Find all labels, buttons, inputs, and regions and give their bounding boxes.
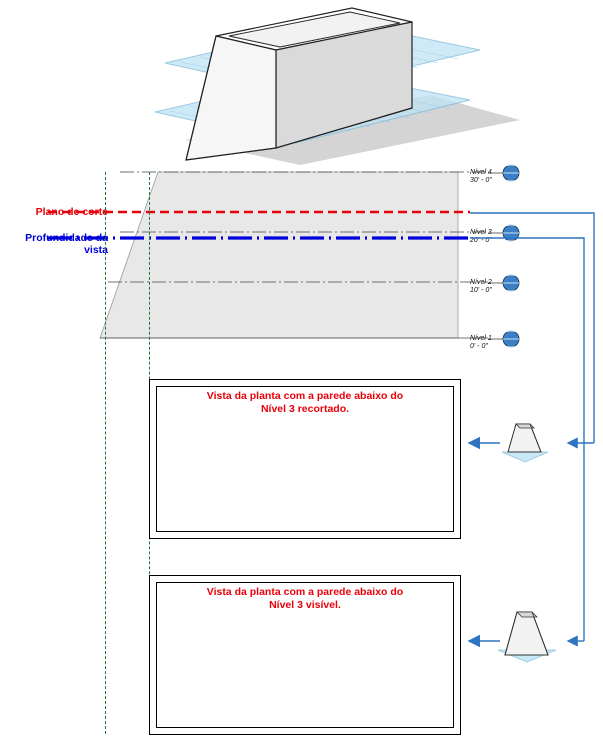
level-elevation-4: 30' - 0" bbox=[470, 177, 492, 184]
level-name-3: Nível 3 bbox=[470, 229, 492, 236]
thumbnail-wall-full bbox=[498, 612, 556, 662]
plan-view-cut-caption-line1: Vista da planta com a parede abaixo do bbox=[206, 390, 404, 402]
view-depth-label-line2: vista bbox=[84, 244, 108, 256]
level-elevation-3: 20' - 0" bbox=[470, 237, 492, 244]
level-elevation-2: 10' - 0" bbox=[470, 287, 492, 294]
level-name-4: Nível 4 bbox=[470, 169, 492, 176]
level-name-1: Nível 1 bbox=[470, 335, 492, 342]
level-name-2: Nível 2 bbox=[470, 279, 492, 286]
view-depth-label-line1: Profundidade da bbox=[25, 232, 108, 244]
level-elevation-1: 0' - 0" bbox=[470, 343, 488, 350]
plan-view-visible-caption-line2: Nível 3 visível. bbox=[269, 599, 341, 611]
plan-view-cut-caption-line2: Nível 3 recortado. bbox=[260, 403, 350, 415]
cut-plane-label: Plano de corte bbox=[35, 206, 108, 218]
thumbnail-wall-cut bbox=[502, 424, 548, 462]
plan-view-visible-caption-line1: Vista da planta com a parede abaixo do bbox=[206, 586, 404, 598]
